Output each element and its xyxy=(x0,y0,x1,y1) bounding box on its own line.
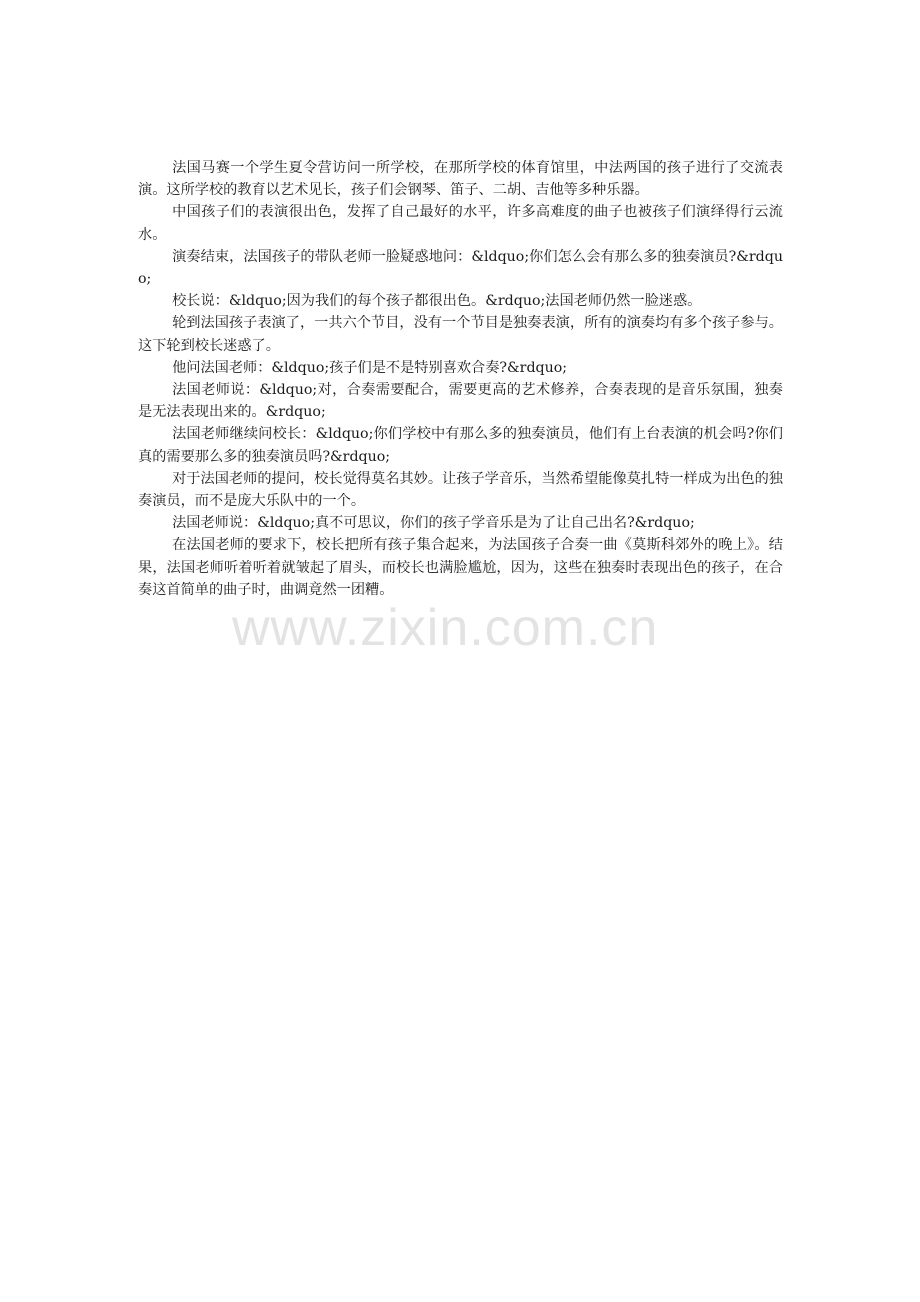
paragraph: 法国老师说：&ldquo;对，合奏需要配合，需要更高的艺术修养，合奏表现的是音乐氛围，独奏是无法表现出来的。&rdquo; xyxy=(138,382,783,421)
paragraph: 在法国老师的要求下，校长把所有孩子集合起来，为法国孩子合奏一曲《莫斯科郊外的晚上》。结果，法国老师听着听着就皱起了眉头，而校长也满脸尴尬，因为，这些在独奏时表现出色的孩子，在合奏这首简单的曲子时，曲调竟然一团糟。 xyxy=(138,537,783,598)
paragraph: 轮到法国孩子表演了，一共六个节目，没有一个节目是独奏表演，所有的演奏均有多个孩子参与。这下轮到校长迷惑了。 xyxy=(138,315,783,354)
paragraph: 他问法国老师：&ldquo;孩子们是不是特别喜欢合奏?&rdquo; xyxy=(172,359,568,376)
paragraph: 对于法国老师的提问，校长觉得莫名其妙。让孩子学音乐，当然希望能像莫扎特一样成为出色的独奏演员，而不是庞大乐队中的一个。 xyxy=(138,470,783,510)
paragraph: 演奏结束，法国孩子的带队老师一脸疑惑地问：&ldquo;你们怎么会有那么多的独奏演员?&rdquo; xyxy=(138,248,783,288)
paragraph: 校长说：&ldquo;因为我们的每个孩子都很出色。&rdquo;法国老师仍然一脸迷惑。 xyxy=(172,293,702,310)
watermark: www.zixin.com.cn xyxy=(232,599,659,657)
paragraph: 法国老师说：&ldquo;真不可思议，你们的孩子学音乐是为了让自己出名?&rdquo; xyxy=(172,515,695,532)
paragraph: 法国马赛一个学生夏令营访问一所学校，在那所学校的体育馆里，中法两国的孩子进行了交流表演。这所学校的教育以艺术见长，孩子们会钢琴、笛子、二胡、吉他等多种乐器。 xyxy=(138,160,783,199)
paragraph: 法国老师继续问校长：&ldquo;你们学校中有那么多的独奏演员，他们有上台表演的机会吗?你们真的需要那么多的独奏演员吗?&rdquo; xyxy=(138,426,783,465)
paragraph: 中国孩子们的表演很出色，发挥了自己最好的水平，许多高难度的曲子也被孩子们演绎得行云流水。 xyxy=(138,204,783,243)
article-body xyxy=(138,157,783,601)
